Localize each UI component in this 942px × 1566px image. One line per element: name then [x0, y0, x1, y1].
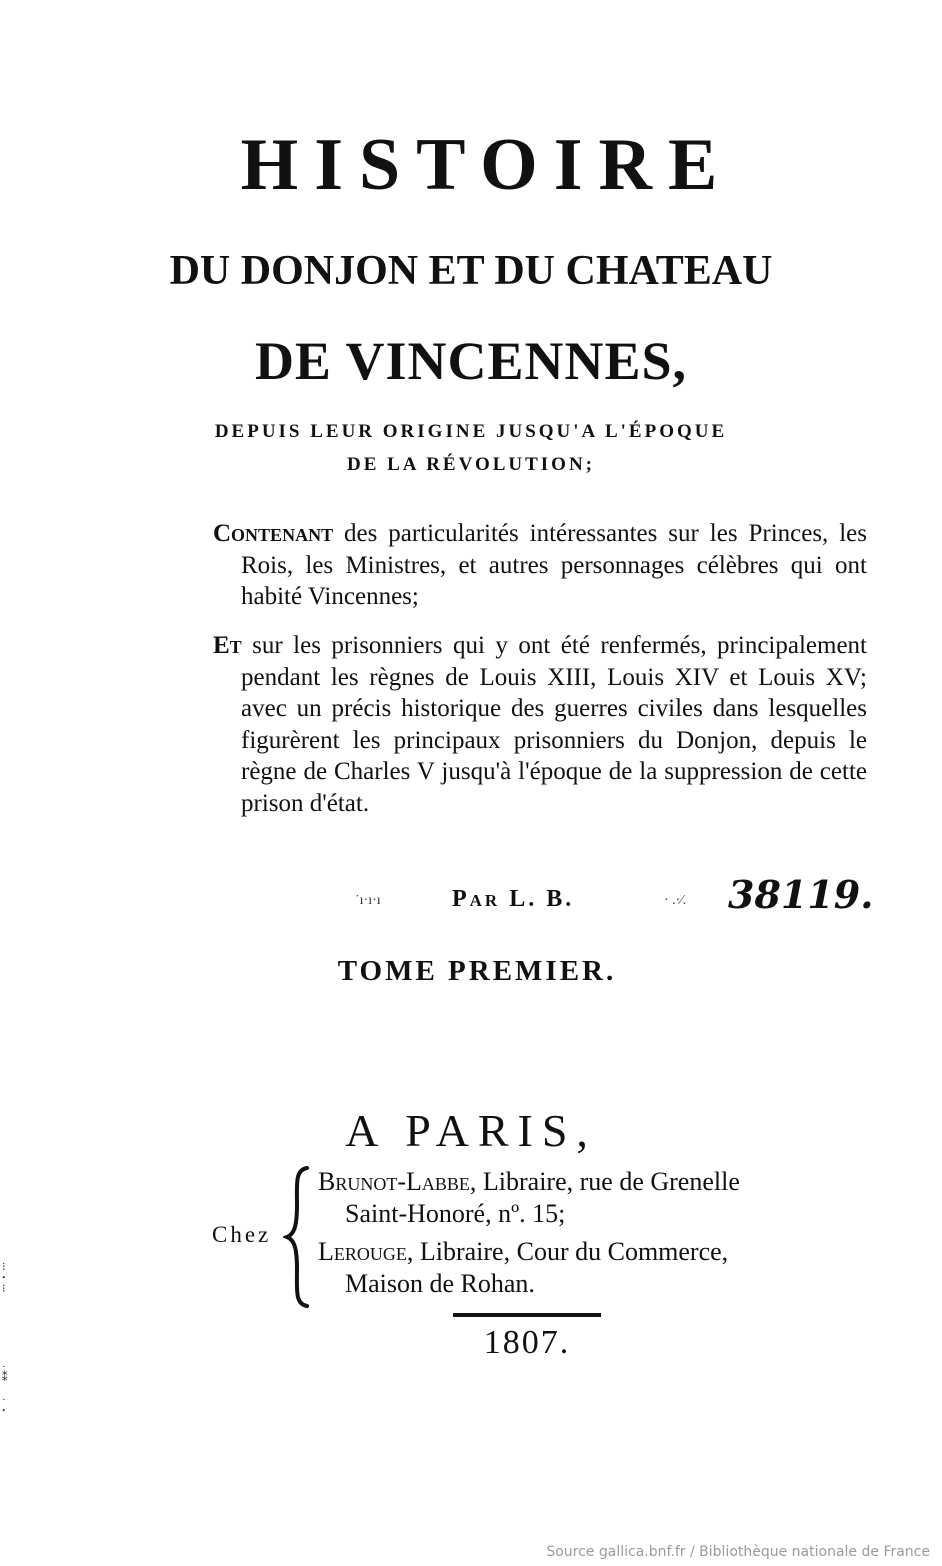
- publisher-2-name: Lerouge: [318, 1237, 407, 1266]
- divider-rule: [453, 1313, 601, 1317]
- curly-brace-icon: [283, 1164, 317, 1310]
- paragraph-1-text: des particularités intéressantes sur les Princes, les Rois, les Ministres, et autres personnages célèbres qui ont habité Vincennes;: [241, 520, 867, 610]
- publisher-1-address: Saint-Honoré, nº. 15;: [345, 1199, 566, 1228]
- volume-label: TOME PREMIER.: [337, 955, 617, 987]
- imprint-chez: Chez: [212, 1222, 272, 1247]
- handwritten-shelfmark: 38119.: [728, 872, 874, 917]
- publisher-2-address: Maison de Rohan.: [345, 1269, 535, 1298]
- publisher-1-detail: , Libraire, rue de Grenelle: [469, 1167, 740, 1196]
- ink-specks: ˙ı·ı·ı: [355, 893, 381, 908]
- description-paragraph-2: [213, 630, 867, 819]
- source-credit: Source gallica.bnf.fr / Bibliothèque nationale de France: [546, 1544, 930, 1560]
- publisher-1: [318, 1166, 740, 1198]
- paragraph-1-lead: Contenant: [213, 520, 334, 547]
- margin-marks: · ⁑ · ꞏ: [2, 1361, 8, 1417]
- publication-year: 1807.: [483, 1324, 571, 1361]
- paragraph-2-lead: Et: [213, 632, 242, 659]
- ink-specks: · .·⁄.: [664, 893, 687, 908]
- publisher-2-detail: , Libraire, Cour du Commerce,: [406, 1237, 729, 1266]
- title-line-2: DU DONJON ET DU CHATEAU: [169, 248, 773, 294]
- description-paragraph-1: [213, 518, 867, 613]
- publisher-2: [318, 1236, 728, 1268]
- title-main: HISTOIRE: [240, 124, 734, 206]
- imprint-city: A PARIS,: [345, 1105, 597, 1156]
- subtitle-line-1: DEPUIS LEUR ORIGINE JUSQU'A L'ÉPOQUE: [214, 421, 728, 442]
- paragraph-2-text: sur les prisonniers qui y ont été renfermés, principalement pendant les règnes de Louis XIII, Louis XIV et Louis XV; avec un précis historique des guerres civiles dans lesquelles figurèrent les principaux prisonniers du Donjon, depuis le règne de Charles V jusqu'à l'époque de la suppression de cette prison d'état.: [241, 632, 867, 817]
- subtitle-line-2: DE LA RÉVOLUTION;: [346, 454, 596, 475]
- margin-marks: ⁝ ꞏ ⁝: [2, 1261, 6, 1295]
- title-line-3: DE VINCENNES,: [254, 331, 688, 391]
- author-line: Par L. B.: [452, 886, 575, 912]
- publisher-1-name: Brunot-Labbe: [318, 1167, 470, 1196]
